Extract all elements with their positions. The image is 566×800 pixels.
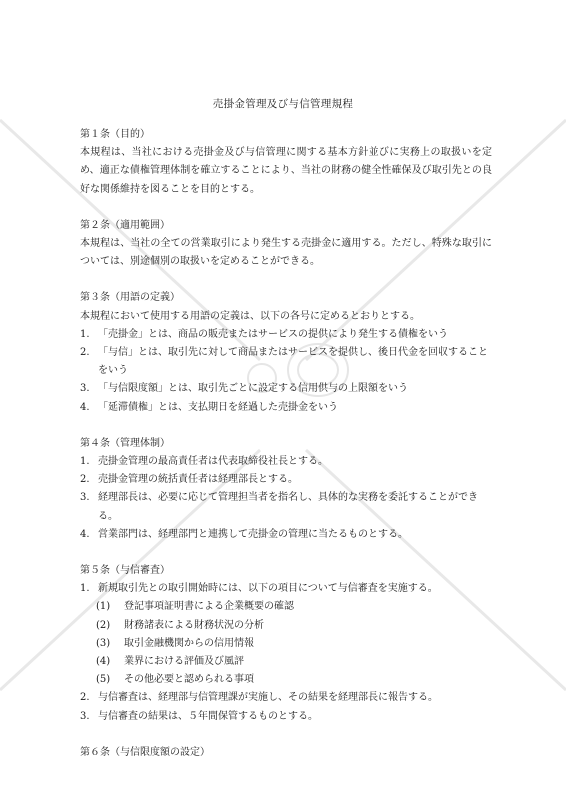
list-item-number: 4.: [80, 401, 90, 413]
sub-list-item: [80, 653, 492, 671]
list-item-text: 与信審査は、経理部与信管理課が実施し、その結果を経理部長に報告する。: [98, 692, 438, 704]
article-section: [80, 289, 492, 416]
list-item-text: 「延滞債権」とは、支払期日を経過した売掛金をいう: [98, 401, 338, 413]
list-item-text: 経理部長は、必要に応じて管理担当者を指名し、具体的な実務を委託することができる。: [98, 492, 478, 522]
list-item-number: 2.: [80, 474, 90, 486]
sub-list-item-text: 登記事項証明書による企業概要の確認: [124, 601, 294, 613]
article-section: [80, 435, 492, 544]
list-item: [80, 471, 492, 489]
article-heading: 第２条（適用範囲）: [80, 219, 170, 231]
sub-list-item: [80, 671, 492, 689]
list-item-text: 新規取引先との取引開始時には、以下の項目について与信審査を実施する。: [98, 583, 438, 595]
sub-list-item-text: 取引金融機関からの信用情報: [124, 637, 254, 649]
document-body: [80, 126, 492, 780]
article-paragraph: 本規程は、当社の全ての営業取引により発生する売掛金に適用する。ただし、特殊な取引については、別途個別の取扱いを定めることができる。: [80, 238, 492, 268]
list-item-number: 3.: [80, 383, 90, 395]
list-item-text: 「与信限度額」とは、取引先ごとに設定する信用供与の上限額をいう: [98, 383, 408, 395]
list-item-number: 1.: [80, 456, 90, 468]
sub-list-item-number: (4): [96, 656, 111, 668]
list-item-number: 4.: [80, 528, 90, 540]
article-section: [80, 562, 492, 726]
article-heading: 第３条（用語の定義）: [80, 292, 180, 304]
article-paragraph: 本規程は、当社における売掛金及び与信管理に関する基本方針並びに実務上の取扱いを定め、適正な債権管理体制を確立することにより、当社の財務の健全性確保及び取引先との良好な関係維持を図ることを目的とする。: [80, 147, 492, 195]
sub-list-item-text: 業界における評価及び風評: [124, 656, 244, 668]
article-heading: 第１条（目的）: [80, 129, 150, 140]
list-item: [80, 453, 492, 471]
article-heading: 第４条（管理体制）: [80, 437, 170, 449]
list-item-number: 3.: [80, 710, 90, 722]
sub-list-item-number: (1): [96, 601, 111, 613]
list-item-text: 売掛金管理の最高責任者は代表取締役社長とする。: [98, 456, 328, 468]
list-item: [80, 326, 492, 344]
sub-list-item-text: その他必要と認められる事項: [124, 674, 254, 686]
sub-list-item-number: (3): [96, 637, 111, 649]
article-section: [80, 217, 492, 272]
list-item-text: 「与信」とは、取引先に対して商品またはサービスを提供し、後日代金を回収することをいう: [98, 347, 488, 377]
list-item: [80, 689, 492, 707]
sub-list-item-text: 財務諸表による財務状況の分析: [124, 619, 264, 631]
list-item: [80, 380, 492, 398]
article-heading: 第５条（与信審査）: [80, 565, 170, 577]
list-item-number: 1.: [80, 328, 90, 340]
list-item: [80, 708, 492, 726]
list-item: [80, 489, 492, 525]
list-item-number: 2.: [80, 692, 90, 704]
list-item-number: 3.: [80, 492, 90, 504]
sub-list-item-number: (2): [96, 619, 111, 631]
article-paragraph: 本規程において使用する用語の定義は、以下の各号に定めるとおりとする。: [80, 310, 420, 322]
sub-list-item: [80, 635, 492, 653]
list-item: [80, 580, 492, 598]
article-heading: 第６条（与信限度額の設定）: [80, 746, 210, 758]
list-item-text: 営業部門は、経理部門と連携して売掛金の管理に当たるものとする。: [98, 528, 408, 540]
sub-list-item-number: (5): [96, 674, 111, 686]
list-item-text: 売掛金管理の統括責任者は経理部長とする。: [98, 474, 298, 486]
sub-list-item: [80, 598, 492, 616]
list-item-text: 与信審査の結果は、５年間保管するものとする。: [98, 710, 318, 722]
document-title: 売掛金管理及び与信管理規程: [212, 98, 354, 110]
sub-list-item: [80, 617, 492, 635]
list-item: [80, 344, 492, 380]
list-item-number: 2.: [80, 347, 90, 359]
article-section: [80, 126, 492, 199]
list-item: [80, 526, 492, 544]
list-item: [80, 399, 492, 417]
list-item-number: 1.: [80, 583, 90, 595]
list-item-text: 「売掛金」とは、商品の販売またはサービスの提供により発生する債権をいう: [98, 328, 448, 340]
article-section: [80, 744, 492, 762]
